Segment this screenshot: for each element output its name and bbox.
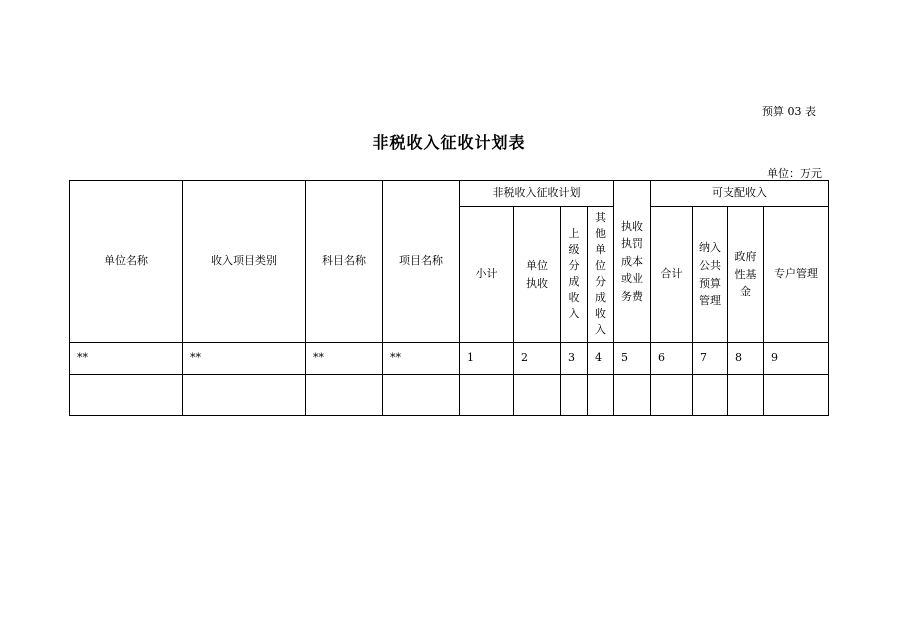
data-cell (514, 375, 561, 416)
code-cell: 6 (651, 343, 693, 375)
code-cell: 3 (561, 343, 588, 375)
code-cell: ** (383, 343, 460, 375)
data-row (70, 375, 829, 416)
header-other-share: 其他单位分成收入 (595, 211, 606, 337)
code-cell: 2 (514, 343, 561, 375)
header-plan-group: 非税收入征收计划 (460, 181, 614, 207)
data-cell (693, 375, 728, 416)
header-public-budget-cell (693, 207, 728, 343)
header-penalty: 执收执罚成本或业务费 (621, 219, 643, 303)
data-cell (614, 375, 651, 416)
data-cell (183, 375, 306, 416)
data-cell (70, 375, 183, 416)
unit-label: 单位：万元 (767, 167, 822, 180)
code-row (70, 343, 829, 375)
header-upper-share-cell (561, 207, 588, 343)
page-title: 非税收入征收计划表 (372, 133, 526, 152)
code-cell: 9 (764, 343, 829, 375)
header-gov-fund-cell (728, 207, 764, 343)
code-cell: 8 (728, 343, 764, 375)
data-cell (306, 375, 383, 416)
header-gov-fund: 政府性基金 (734, 250, 757, 299)
code-cell: ** (183, 343, 306, 375)
header-income-category: 收入项目类别 (183, 181, 306, 343)
code-cell: ** (70, 343, 183, 375)
code-cell: 7 (693, 343, 728, 375)
data-cell (651, 375, 693, 416)
data-cell (561, 375, 588, 416)
header-available-group: 可支配收入 (651, 181, 829, 207)
code-cell: ** (306, 343, 383, 375)
header-special-account: 专户管理 (764, 207, 829, 343)
header-unit-enforce: 单位执收 (526, 258, 548, 290)
header-subtotal: 小计 (460, 207, 514, 343)
plan-table (69, 180, 829, 416)
code-cell: 1 (460, 343, 514, 375)
data-cell (460, 375, 514, 416)
code-cell: 5 (614, 343, 651, 375)
form-number: 预算 03 表 (762, 105, 816, 118)
header-other-share-cell (588, 207, 614, 343)
data-cell (764, 375, 829, 416)
code-cell: 4 (588, 343, 614, 375)
data-cell (728, 375, 764, 416)
header-public-budget: 纳入公共预算管理 (699, 241, 721, 308)
data-cell (588, 375, 614, 416)
header-subject-name: 科目名称 (306, 181, 383, 343)
header-total: 合计 (651, 207, 693, 343)
header-upper-share: 上级分成收入 (568, 227, 580, 321)
header-unit-enforce-cell (514, 207, 561, 343)
header-penalty-cell (614, 181, 651, 343)
data-cell (383, 375, 460, 416)
header-unit-name: 单位名称 (70, 181, 183, 343)
header-project-name: 项目名称 (383, 181, 460, 343)
